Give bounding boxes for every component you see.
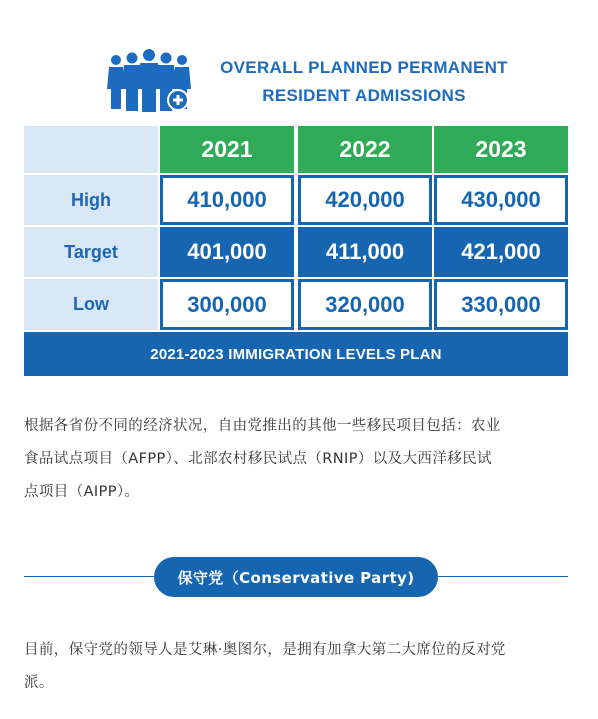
paragraph-conservative-leader [24,634,572,700]
low-2023-value: 330,000 [434,279,568,330]
paragraph-line: 派。 [24,675,54,691]
table-corner [24,126,158,173]
admissions-table [24,126,568,332]
paragraph-other-programs [24,410,572,509]
year-header-2021: 2021 [160,126,294,173]
high-2022-value: 420,000 [298,175,432,225]
target-2021-value: 401,000 [160,227,294,277]
section-divider [24,557,568,597]
target-2023-value: 421,000 [434,227,568,277]
target-2022-value: 411,000 [298,227,432,277]
low-2022-value: 320,000 [298,279,432,330]
low-2021-value: 300,000 [160,279,294,330]
row-label-target: Target [24,227,158,277]
paragraph-line: 食品试点项目（AFPP）、北部农村移民试点（RNIP）以及大西洋移民试 [24,451,492,467]
year-header-2023: 2023 [434,126,568,173]
infographic-title-line2: RESIDENT ADMISSIONS [262,86,466,105]
immigration-levels-infographic [24,44,568,376]
divider-line-left [24,576,154,577]
infographic-footer: 2021-2023 IMMIGRATION LEVELS PLAN [24,332,568,376]
section-title-pill: 保守党（Conservative Party) [154,557,438,597]
divider-line-right [438,576,568,577]
row-label-high: High [24,175,158,225]
paragraph-line: 目前，保守党的领导人是艾琳·奥图尔，是拥有加拿大第二大席位的反对党 [24,642,506,658]
high-2021-value: 410,000 [160,175,294,225]
infographic-header [24,44,568,126]
people-plus-icon [104,46,194,114]
row-label-low: Low [24,279,158,330]
paragraph-line: 点项目（AIPP）。 [24,484,140,500]
infographic-title-line1: OVERALL PLANNED PERMANENT [220,58,508,77]
year-header-2022: 2022 [298,126,432,173]
paragraph-line: 根据各省份不同的经济状况，自由党推出的其他一些移民项目包括：农业 [24,418,501,434]
high-2023-value: 430,000 [434,175,568,225]
